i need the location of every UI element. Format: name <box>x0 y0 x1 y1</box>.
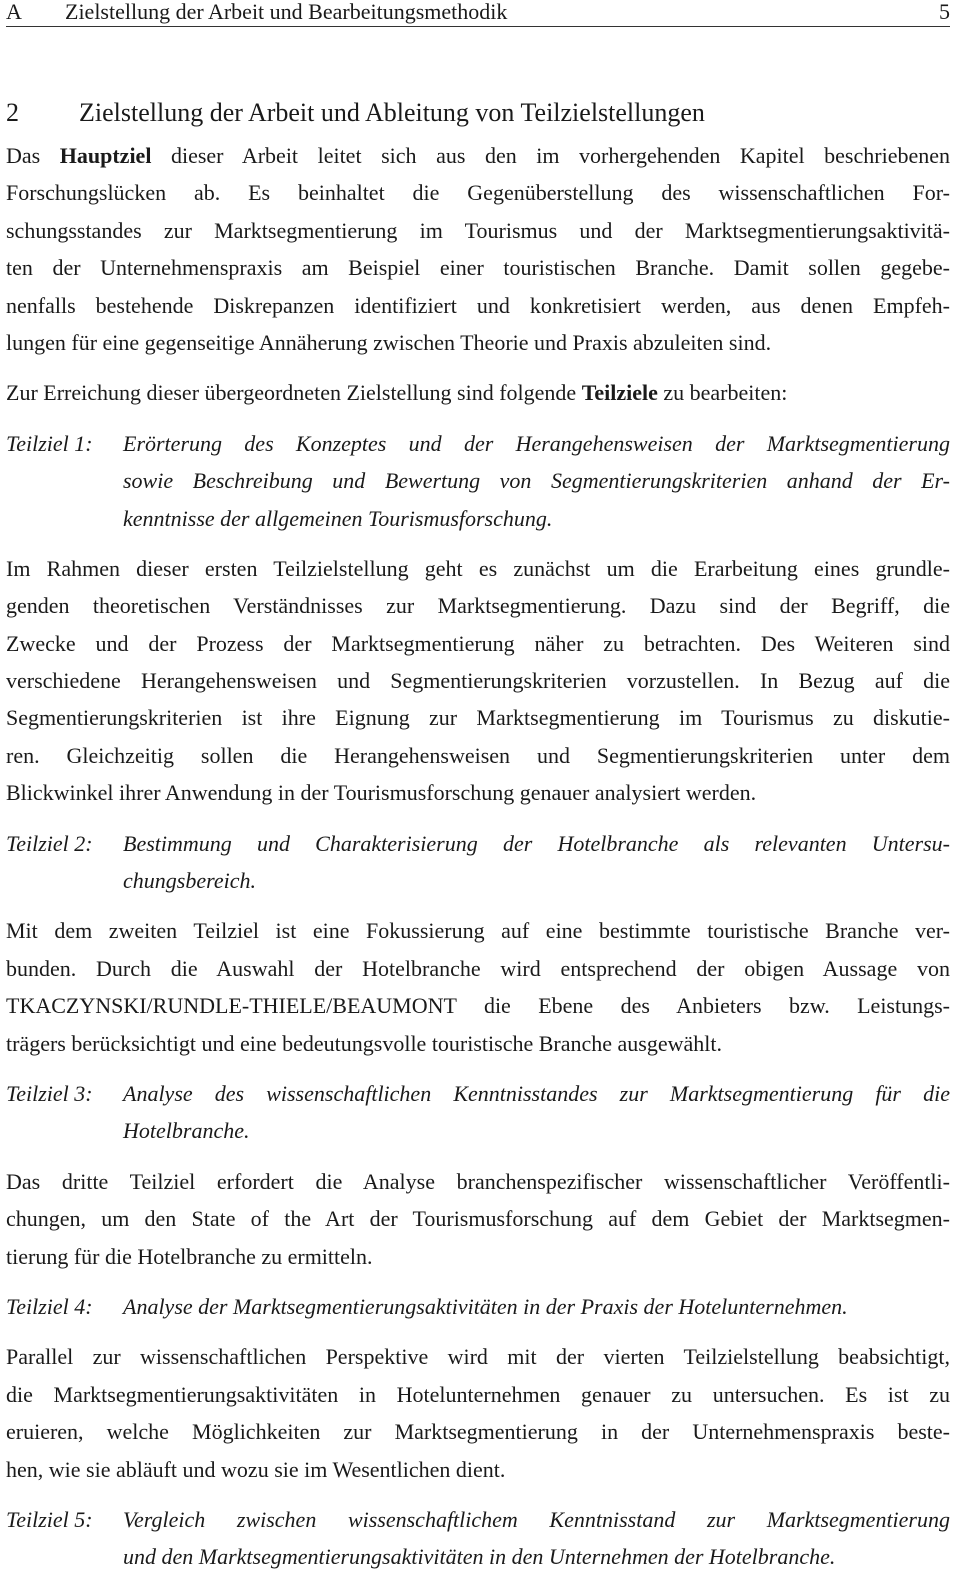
text-segment: zu bearbeiten: <box>657 380 788 406</box>
text-line: Mit dem zweiten Teilziel ist eine Fokussierung auf eine bestimmte touristische Branche ver- <box>6 918 950 944</box>
text-line: Hotelbranche. <box>123 1118 250 1144</box>
sub-goal-label: Teilziel 2: <box>6 830 93 856</box>
text-line <box>6 374 950 411</box>
sub-goal-text <box>123 825 950 900</box>
text-line: chungsbereich. <box>123 868 256 894</box>
text-line: hen, wie sie abläuft und wozu sie im Wesentlichen dient. <box>6 1456 506 1482</box>
text-line: die Marktsegmentierungsaktivitäten in Hotelunternehmen genauer zu untersuchen. Es ist zu <box>6 1381 950 1407</box>
sub-goal-label: Teilziel 4: <box>6 1293 93 1319</box>
sub-goal <box>6 1288 950 1325</box>
text-line: Im Rahmen dieser ersten Teilzielstellung geht es zunächst um die Erarbeitung eines grundle- <box>6 555 950 581</box>
text-line: lungen für eine gegenseitige Annäherung zwischen Theorie und Praxis abzuleiten sind. <box>6 329 772 355</box>
text-line: ren. Gleichzeitig sollen die Herangehensweisen und Segmentierungskriterien unter dem <box>6 742 950 768</box>
bold-term: Teilziele <box>581 380 658 406</box>
paragraph <box>6 1338 950 1488</box>
text-segment: Das <box>6 143 60 168</box>
sub-goal-text <box>123 425 950 537</box>
text-line: genden theoretischen Verständnisses zur Marktsegmentierung. Dazu sind der Begriff, die <box>6 593 950 619</box>
header-section: A <box>6 0 22 24</box>
text-line: Bestimmung und Charakterisierung der Hotelbranche als relevanten Untersu- <box>123 830 950 856</box>
header-title: Zielstellung der Arbeit und Bearbeitungsmethodik <box>65 0 508 24</box>
sub-goal-text <box>123 1288 950 1325</box>
text-line <box>6 137 950 174</box>
text-line: verschiedene Herangehensweisen und Segmentierungskriterien vorzustellen. In Bezug auf die <box>6 668 950 694</box>
text-line: tierung für die Hotelbranche zu ermitteln. <box>6 1243 373 1269</box>
sub-goal-text <box>123 1075 950 1150</box>
text-line: kenntnisse der allgemeinen Tourismusforschung. <box>123 505 553 531</box>
chapter-heading <box>6 94 950 131</box>
text-line: sowie Beschreibung und Bewertung von Segmentierungskriterien anhand der Er- <box>123 468 950 494</box>
text-line: Zwecke und der Prozess der Marktsegmentierung näher zu betrachten. Des Weiteren sind <box>6 630 950 656</box>
chapter-number: 2 <box>6 98 19 127</box>
text-line: ten der Unternehmenspraxis am Beispiel einer touristischen Branche. Damit sollen gegebe- <box>6 255 950 281</box>
paragraph <box>6 912 950 1062</box>
text-line: Das dritte Teilziel erfordert die Analyse branchenspezifischer wissenschaftlicher Veröffentli- <box>6 1168 950 1194</box>
paragraph <box>6 1163 950 1275</box>
sub-goal <box>6 425 950 537</box>
text-line: TKACZYNSKI/RUNDLE-THIELE/BEAUMONT die Ebene des Anbieters bzw. Leistungs- <box>6 993 950 1019</box>
text-line: nenfalls bestehende Diskrepanzen identifiziert und konkretisiert werden, aus denen Empfeh- <box>6 292 950 318</box>
text-line: Segmentierungskriterien ist ihre Eignung zur Marktsegmentierung im Tourismus zu diskutie- <box>6 705 950 731</box>
text-line: chungen, um den State of the Art der Tourismusforschung auf dem Gebiet der Marktsegmen- <box>6 1206 950 1232</box>
page-number: 5 <box>939 0 950 24</box>
sub-goal <box>6 825 950 900</box>
sub-goal-label: Teilziel 1: <box>6 430 93 456</box>
paragraph <box>6 374 950 411</box>
sub-goal-label: Teilziel 5: <box>6 1506 93 1532</box>
running-header <box>6 0 950 27</box>
text-segment: Zur Erreichung dieser übergeordneten Zielstellung sind folgende <box>6 380 582 406</box>
sub-goal <box>6 1075 950 1150</box>
paragraph <box>6 137 950 361</box>
paragraph <box>6 550 950 812</box>
sub-goal-text <box>123 1501 950 1576</box>
text-line: Parallel zur wissenschaftlichen Perspektive wird mit der vierten Teilzielstellung beabsichtigt, <box>6 1344 950 1370</box>
body-text <box>6 137 950 1576</box>
chapter-title: Zielstellung der Arbeit und Ableitung von Teilzielstellungen <box>79 98 705 127</box>
sub-goal-label: Teilziel 3: <box>6 1080 93 1106</box>
text-segment: dieser Arbeit leitet sich aus den im vorhergehenden Kapitel beschriebenen <box>151 143 950 168</box>
text-line: Analyse der Marktsegmentierungsaktivitäten in der Praxis der Hotelunternehmen. <box>123 1293 848 1319</box>
text-line: Blickwinkel ihrer Anwendung in der Tourismusforschung genauer analysiert werden. <box>6 780 757 806</box>
text-line: bunden. Durch die Auswahl der Hotelbranche wird entsprechend der obigen Aussage von <box>6 955 950 981</box>
sub-goal <box>6 1501 950 1576</box>
text-line: Analyse des wissenschaftlichen Kenntnisstandes zur Marktsegmentierung für die <box>123 1080 950 1106</box>
text-line: Erörterung des Konzeptes und der Herangehensweisen der Marktsegmentierung <box>123 430 950 456</box>
text-line: eruieren, welche Möglichkeiten zur Marktsegmentierung in der Unternehmenspraxis beste- <box>6 1419 950 1445</box>
text-line: Forschungslücken ab. Es beinhaltet die Gegenüberstellung des wissenschaftlichen For- <box>6 180 950 206</box>
text-line: schungsstandes zur Marktsegmentierung im Tourismus und der Marktsegmentierungsaktivitä- <box>6 217 950 243</box>
bold-term: Hauptziel <box>59 143 152 168</box>
text-line: trägers berücksichtigt und eine bedeutungsvolle touristische Branche ausgewählt. <box>6 1030 723 1056</box>
text-line: und den Marktsegmentierungsaktivitäten in den Unternehmen der Hotelbranche. <box>123 1544 836 1570</box>
text-line: Vergleich zwischen wissenschaftlichem Kenntnisstand zur Marktsegmentierung <box>123 1506 950 1532</box>
